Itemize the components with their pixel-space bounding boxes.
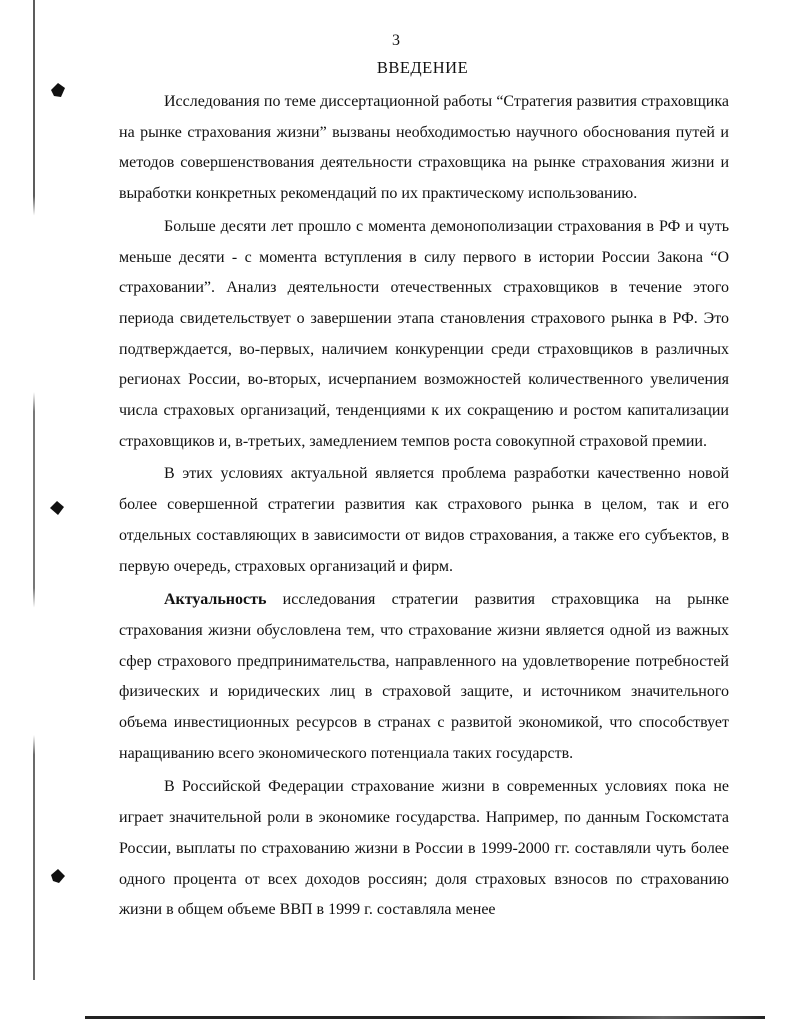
page-number: 3 (392, 32, 400, 49)
paragraph-4-text: исследования стратегии развития страховщика на рынке страхования жизни обусловлена тем, что страхование жизни является одной из важных сфер страхового предпринимательства, направленного на удовлетворение потребностей физических и юридических лиц в страховой защите, и источником значительного объема инвестиционных ресурсов в странах с развитой экономикой, что способствует наращиванию всего экономического потенциала таких государств. (119, 591, 729, 762)
bottom-scan-line (85, 1016, 765, 1019)
punch-hole-mark-3 (49, 868, 67, 884)
punch-hole-mark-1 (49, 82, 67, 98)
punch-hole-mark-2 (49, 500, 67, 516)
paragraph-5: В Российской Федерации страхование жизни в современных условиях пока не играет значительной роли в экономике государства. Например, по данным Госкомстата России, выплаты по страхованию жизни в России в 1999-2000 гг. составляли чуть более одного процента от всех доходов россиян; доля страховых взносов по страхованию жизни в общем объеме ВВП в 1999 г. составляла менее (119, 778, 729, 919)
paragraph-2: Больше десяти лет прошло с момента демонополизации страхования в РФ и чуть меньше десяти - с момента вступления в силу первого в истории России Закона “О страховании”. Анализ деятельности отечественных страховщиков в течение этого периода свидетельствует о завершении этапа становления страхового рынка в РФ. Это подтверждается, во-первых, наличием конкуренции среди страховщиков в различных регионах России, во-вторых, исчерпанием возможностей количественного увеличения числа страховых организаций, тенденциями к их сокращению и ростом капитализации страховщиков и, в-третьих, замедлением темпов роста совокупной страховой премии. (119, 217, 729, 450)
paragraph-4-bold-lead: Актуальность (164, 591, 267, 609)
section-heading: ВВЕДЕНИЕ (376, 58, 469, 77)
paragraph-4 (119, 585, 729, 769)
paragraph-3: В этих условиях актуальной является проблема разработки качественно новой более совершенной стратегии развития как страхового рынка в целом, так и его отдельных составляющих в зависимости от видов страхования, а также его субъектов, в первую очередь, страховых организаций и фирм. (119, 465, 729, 575)
document-body (119, 87, 729, 926)
paragraph-1: Исследования по теме диссертационной работы “Стратегия развития страховщика на рынке страхования жизни” вызваны необходимостью научного обоснования путей и методов совершенствования деятельности страховщика на рынке страхования жизни и выработки конкретных рекомендаций по их практическому использованию. (119, 93, 729, 203)
scan-left-edge (33, 0, 35, 980)
